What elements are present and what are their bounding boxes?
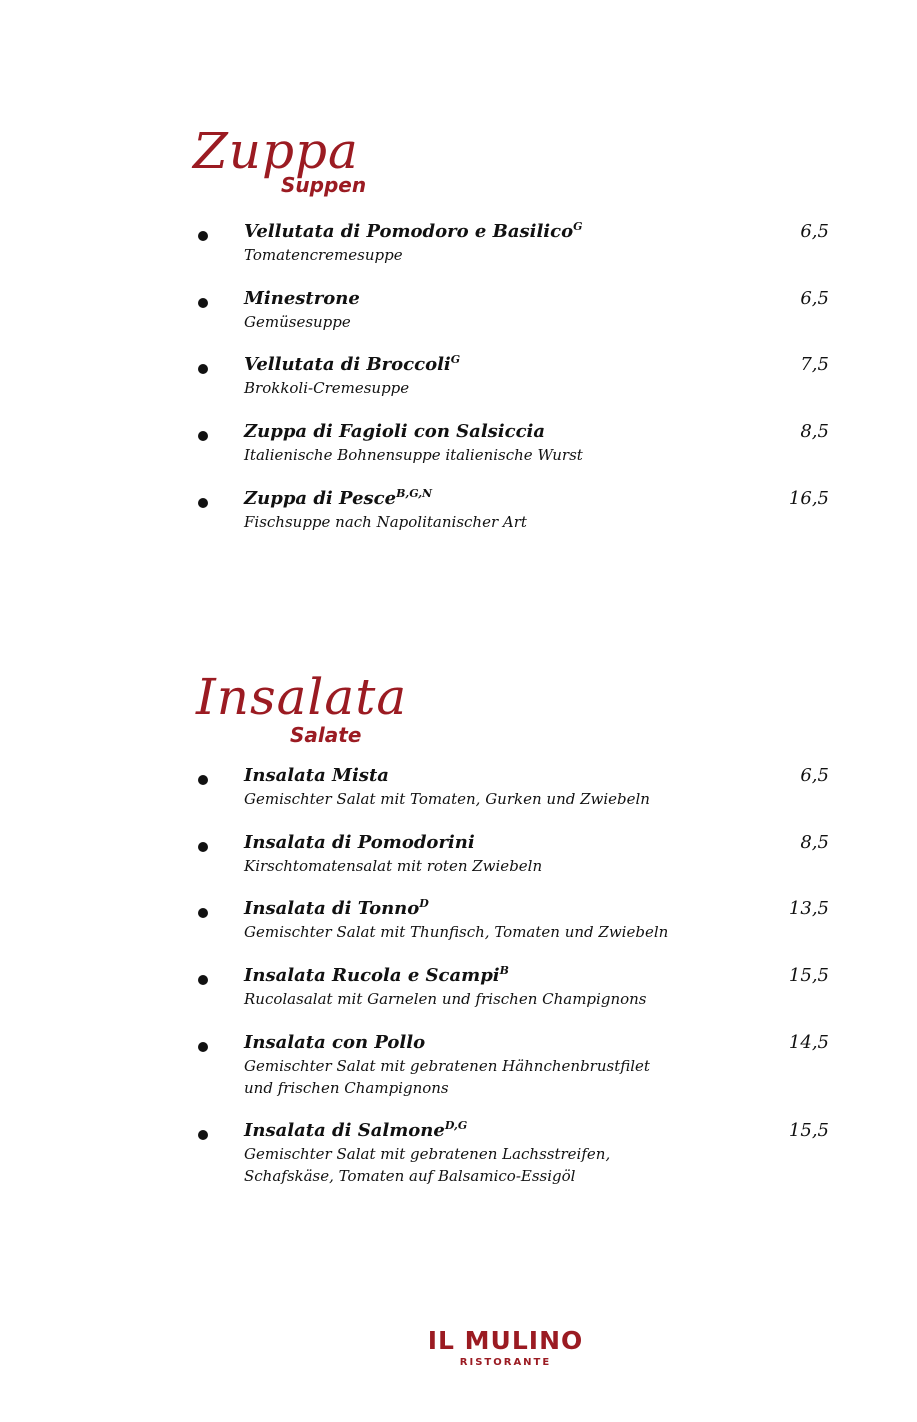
item-price: 8,5 [800,832,829,853]
item-price: 8,5 [800,421,829,442]
logo-name: IL MULINO [427,1326,584,1355]
bullet-icon [198,364,208,374]
allergen-code: G [573,220,583,233]
item-name: Insalata di Pomodorini [244,832,475,853]
item-description: Gemischter Salat mit gebratenen Hähnchenbrustfilet und frischen Champignons [244,1057,650,1097]
item-description: Rucolasalat mit Garnelen und frischen Champignons [244,990,647,1008]
bullet-icon [198,231,208,241]
section-subtitle-suppen: Suppen [281,173,367,197]
item-name: Insalata di Tonno$^D$ [244,897,429,919]
item-description: Gemischter Salat mit Thunfisch, Tomaten und Zwiebeln [244,923,669,941]
item-name: Vellutata di Broccoli$^G$ [244,353,461,375]
item-description: Tomatencremesuppe [244,246,403,264]
allergen-code: G [450,353,461,366]
section-title-zuppa: Zuppa [193,122,359,180]
item-price: 7,5 [800,354,829,375]
bullet-icon [198,908,208,918]
bullet-icon [198,775,208,785]
item-price: 6,5 [800,288,829,309]
allergen-code: B [499,964,509,977]
item-price: 15,5 [788,1120,829,1141]
bullet-icon [198,1130,208,1140]
item-description: Gemüsesuppe [244,313,351,331]
bullet-icon [198,975,208,985]
item-price: 13,5 [788,898,829,919]
item-name: Zuppa di Pesce$^{B,G,N}$ [244,487,433,509]
item-name: Minestrone [244,288,360,309]
item-description: Fischsuppe nach Napolitanischer Art [244,513,527,531]
item-name: Insalata con Pollo [244,1032,426,1053]
item-name: Insalata di Salmone$^{D,G}$ [244,1119,468,1141]
item-description: Italienische Bohnensuppe italienische Wurst [244,446,583,464]
item-price: 6,5 [800,221,829,242]
restaurant-logo [0,1328,917,1368]
allergen-code: D [419,897,429,910]
bullet-icon [198,298,208,308]
bullet-icon [198,1042,208,1052]
item-description: Gemischter Salat mit gebratenen Lachsstreifen, Schafskäse, Tomaten auf Balsamico-Essigöl [244,1145,611,1185]
item-price: 14,5 [788,1032,829,1053]
item-description: Gemischter Salat mit Tomaten, Gurken und Zwiebeln [244,790,650,808]
item-price: 15,5 [788,965,829,986]
bullet-icon [198,498,208,508]
item-name: Insalata Mista [244,765,389,786]
item-description: Brokkoli-Cremesuppe [244,379,410,397]
item-name: Vellutata di Pomodoro e Basilico$^G$ [244,220,583,242]
item-price: 16,5 [788,488,829,509]
section-subtitle-salate: Salate [290,723,362,747]
item-name: Zuppa di Fagioli con Salsiccia [244,421,546,442]
item-description: Kirschtomatensalat mit roten Zwiebeln [244,857,543,875]
item-name: Insalata Rucola e Scampi$^B$ [244,964,509,986]
allergen-code: B,G,N [396,487,433,500]
logo-subtitle: RISTORANTE [459,1357,552,1368]
allergen-code: D,G [444,1119,468,1132]
section-title-insalata: Insalata [196,668,408,726]
bullet-icon [198,842,208,852]
item-price: 6,5 [800,765,829,786]
bullet-icon [198,431,208,441]
